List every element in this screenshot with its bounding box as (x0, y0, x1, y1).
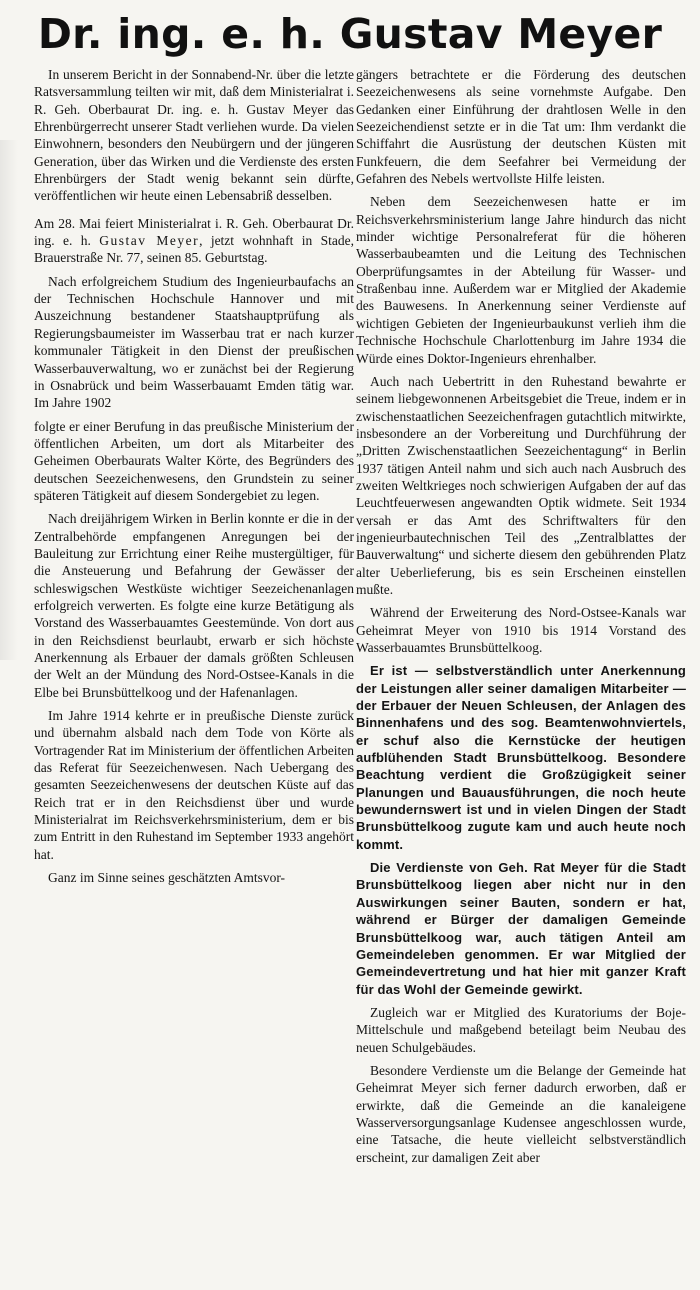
builder-paragraph: Er ist — selbstverständlich unter Anerkennung der Leistungen aller seiner damaligen Mitarbeiter — der Erbauer der Neuen Schleusen, der Anlagen des Binnenhafens und des sog. Beamtenwohnviertels, er schuf also die Kernstücke der heutigen aufblühenden Stadt Brunsbüttelkoog. Besondere Beachtung verdient die Großzügigkeit seiner Planungen und Bauausführungen, die noch heute bewundernswert ist und in vielen Dingen der Stadt Brunsbüttelkoog zugute kam und auch heute noch kommt. (356, 663, 686, 852)
personnel-paragraph: Neben dem Seezeichenwesen hatte er im Reichsverkehrsministerium lange Jahre hindurch das nicht minder wichtige Personalreferat für die höheren Wasserbaubeamten und die Leitung des Technischen Oberprüfungsamtes in der Abteilung für Wasser- und Straßenbau inne. Außerdem war er Mitglied der Akademie des Bauwesens. In Anerkennung seiner Verdienste auf wichtigen Gebieten der Ingenieurbaukunst verlieh ihm die Technische Hochschule Charlottenburg im Jahre 1934 die Würde eines Doktor-Ingenieurs ehrenhalber. (356, 194, 686, 366)
radio-beacon-paragraph: gängers betrachtete er die Förderung des deutschen Seezeichenwesens als seine vornehmste Aufgabe. Den Gedanken einer Einführung der drahtlosen Welle in den Seezeichendienst setzte er in die Tat um: Ihm verdankt die Schiffahrt die Ausrüstung der deutschen Küsten mit Funkfeuern, die dem Seefahrer bei Vermeidung der Gefahren des Nebels wertvollste Hilfe leisten. (356, 67, 686, 187)
left-column (34, 66, 354, 892)
canal-paragraph: Während der Erweiterung des Nord-Ostsee-Kanals war Geheimrat Meyer von 1910 bis 1914 Vorstand des Wasserbauamtes Brunsbüttelkoog. (356, 605, 686, 655)
study-paragraph: Nach erfolgreichem Studium des Ingenieurbaufachs an der Technischen Hochschule Hannover und mit Auszeichnung bestandener Staatshauptprüfung als Regierungsbaumeister im Wasserbau trat er nach kurzer kommunaler Tätigkeit in den Dienst der preußischen Wasserbauverwaltung, wo er zunächst bei der Regierung in Osnabrück und beim Wasserbauamt Emden tätig war. Im Jahre 1902 (34, 273, 354, 411)
birthday-paragraph (34, 215, 354, 267)
article-headline: Dr. ing. e. h. Gustav Meyer (37, 10, 663, 58)
scan-shadow (0, 140, 18, 660)
career-1914-paragraph: Im Jahre 1914 kehrte er in preußische Dienste zurück und übernahm alsbald nach dem Tode von Körte als Vortragender Rat im Ministerium der öffentlichen Arbeiten das Referat für Seezeichenwesen. Nach Uebergang des gesamten Seezeichenwesens der deutschen Küste auf das Reich trat er in den Reichsdienst über und wurde Ministerialrat im Reichsverkehrsministerium, dem er bis zum Entritt in den Ruhestand im September 1933 angehört hat. (34, 708, 354, 862)
intro-paragraph: In unserem Bericht in der Sonnabend-Nr. über die letzte Ratsversammlung teilten wir mit, daß dem Ministerialrat i. R. Geh. Oberbaurat Dr. ing. e. h. Gustav Meyer das Ehrenbürgerrecht unserer Stadt verliehen wurde. Da vielen Einwohnern, besonders den Neubürgern und der jüngeren Generation, über das Wirken und die Verdienste des ersten Ehrenbürgers der Stadt wenig bekannt sein dürfte, veröffentlichen wir heute einen Lebensabriß desselben. (34, 67, 354, 204)
merits-paragraph: Die Verdienste von Geh. Rat Meyer für die Stadt Brunsbüttelkoog liegen aber nicht nur in den Auswirkungen seiner Bauten, sondern er hat, während er Bürger der damaligen Gemeinde Brunsbüttelkoog war, auch tätigen Anteil am Gemeindeleben genommen. Er war Mitglied der Gemeindevertretung und hat hier mit ganzer Kraft für das Wohl der Gemeinde gewirkt. (356, 860, 686, 997)
right-column (356, 66, 686, 1172)
birthday-text-b: , jetzt wohnhaft in Stade, Brauerstraße Nr. 77, seinen 85. Geburtstag. (34, 233, 355, 266)
birthday-text-a: Am 28. Mai feiert Ministerialrat i. R. Geh. Oberbaurat Dr. ing. e. h. (34, 215, 354, 249)
retirement-paragraph: Auch nach Uebertritt in den Ruhestand bewahrte er seinem liebgewonnenen Arbeitsgebiet die Treue, indem er in zwischenstaatlichen Seezeichenfragen gutachtlich mitwirkte, insbesondere an der Vorbereitung und Durchführung der „Dritten Zwischenstaatlichen Seezeichentagung“ in Berlin 1937 tätigen Anteil nahm und sich auch nach Ausbruch des zweiten Weltkrieges noch schwierigen Aufgaben der auf das Leuchtfeuerwesen angewandten Optik widmete. Seit 1934 versah er das Amt des Schriftwalters für den ingenieurbautechnischen Teil des „Zentralblattes der Bauverwaltung“ und sicherte diesem den gebührenden Platz alter Ueberlieferung, bis es sein Erscheinen einstellen mußte. (356, 373, 686, 597)
school-paragraph: Zugleich war er Mitglied des Kuratoriums der Boje-Mittelschule und maßgebend beteilagt beim Neubau des neuen Schulgebäudes. (356, 1004, 686, 1055)
honoree-name: Gustav Meyer (99, 233, 200, 249)
berlin-paragraph: Nach dreijährigem Wirken in Berlin konnte er die in der Zentralbehörde empfangenen Anregungen bei der Bauleitung zur Errichtung einer Reihe mustergültiger, für die Ansteuerung und Befahrung der Gewässer der schleswigschen Westküste wichtiger Seezeichenanlagen erfolgreich verwerten. Es folgte eine kurze Betätigung als Vorstand des Wasserbauamtes Geestemünde. Von dort aus in den Reichsdienst beurlaubt, erwarb er sich höchste Anerkennung als Erbauer der damals größten Schleusen der Welt an der Mündung des Nord-Ostsee-Kanals in die Elbe bei Brunsbüttelkoog und der Hafenanlagen. (34, 511, 354, 700)
continuation-paragraph: Ganz im Sinne seines geschätzten Amtsvor- (48, 870, 286, 886)
water-supply-paragraph: Besondere Verdienste um die Belange der Gemeinde hat Geheimrat Meyer sich ferner dadurch erworben, daß er erwirkte, daß die Gemeinde an die kanaleigene Wasserversorgungsanlage Kudensee angeschlossen wurde, eine Tatsache, die heute vielleicht selbstverständlich erscheint, zur damaligen Zeit aber (356, 1062, 686, 1165)
ministry-paragraph: folgte er einer Berufung in das preußische Ministerium der öffentlichen Arbeiten, um dort als Mitarbeiter des Geheimen Oberbaurats Walter Körte, des Begründers des deutschen Seezeichenwesens, den Grundstein zu seiner späteren Tätigkeit auf diesem Sondergebiet zu legen. (34, 418, 354, 503)
